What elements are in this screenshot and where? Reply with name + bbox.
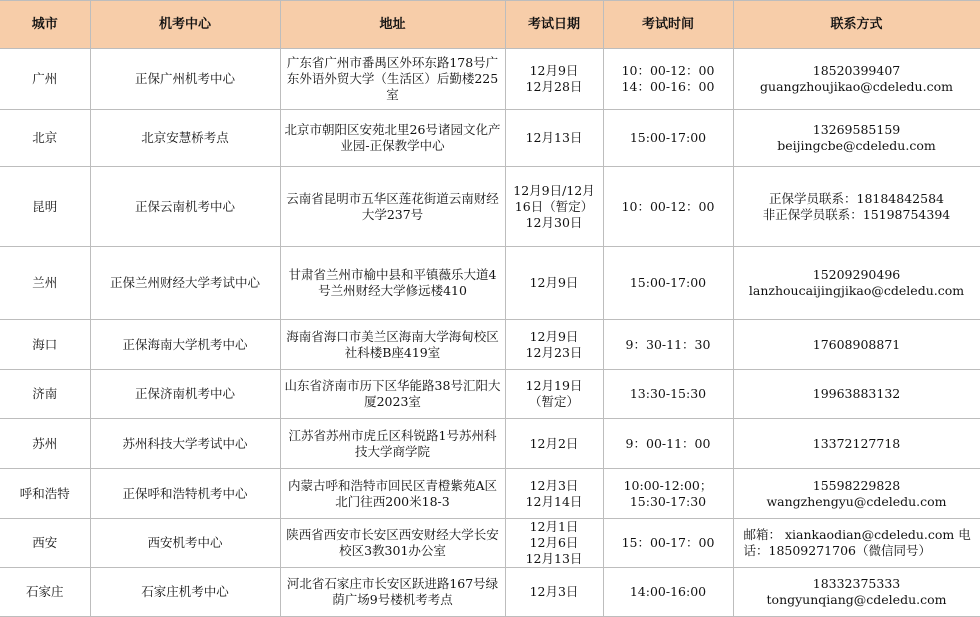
table-row (0, 568, 980, 617)
cell-city: 昆明 (0, 167, 90, 247)
cell-contact: 18520399407 guangzhoujikao@cdeledu.com (733, 49, 980, 110)
cell-contact: 13372127718 (733, 419, 980, 469)
table-row (0, 320, 980, 370)
header-contact: 联系方式 (733, 1, 980, 49)
cell-city: 西安 (0, 519, 90, 568)
cell-city: 苏州 (0, 419, 90, 469)
cell-time: 14:00-16:00 (603, 568, 733, 617)
cell-address: 云南省昆明市五华区莲花街道云南财经大学237号 (280, 167, 505, 247)
cell-time: 9：30-11：30 (603, 320, 733, 370)
cell-contact: 正保学员联系：18184842584 非正保学员联系：15198754394 (733, 167, 980, 247)
cell-date: 12月9日/12月16日（暂定） 12月30日 (505, 167, 603, 247)
cell-address: 甘肃省兰州市榆中县和平镇薇乐大道4号兰州财经大学修远楼410 (280, 247, 505, 320)
table-row (0, 167, 980, 247)
cell-contact: 15598229828 wangzhengyu@cdeledu.com (733, 469, 980, 519)
cell-address: 江苏省苏州市虎丘区科锐路1号苏州科技大学商学院 (280, 419, 505, 469)
cell-city: 石家庄 (0, 568, 90, 617)
cell-date: 12月19日 （暂定） (505, 370, 603, 419)
cell-center: 正保济南机考中心 (90, 370, 280, 419)
table-row (0, 247, 980, 320)
cell-date: 12月3日 (505, 568, 603, 617)
cell-city: 呼和浩特 (0, 469, 90, 519)
table-row (0, 469, 980, 519)
table-row (0, 110, 980, 167)
cell-time: 10：00-12：00 (603, 167, 733, 247)
cell-address: 内蒙古呼和浩特市回民区青橙紫苑A区北门往西200米18-3 (280, 469, 505, 519)
cell-city: 北京 (0, 110, 90, 167)
header-address: 地址 (280, 1, 505, 49)
cell-center: 石家庄机考中心 (90, 568, 280, 617)
cell-contact: 邮箱： xiankaodian@cdeledu.com 电话：18509271706（微信同号） (733, 519, 980, 568)
cell-time: 15:00-17:00 (603, 110, 733, 167)
cell-contact: 13269585159 beijingcbe@cdeledu.com (733, 110, 980, 167)
header-city: 城市 (0, 1, 90, 49)
cell-center: 正保广州机考中心 (90, 49, 280, 110)
cell-center: 北京安慧桥考点 (90, 110, 280, 167)
cell-center: 苏州科技大学考试中心 (90, 419, 280, 469)
table-row (0, 370, 980, 419)
cell-date: 12月13日 (505, 110, 603, 167)
cell-city: 兰州 (0, 247, 90, 320)
cell-time: 9：00-11：00 (603, 419, 733, 469)
cell-address: 北京市朝阳区安苑北里26号诸园文化产业园-正保教学中心 (280, 110, 505, 167)
table-row (0, 519, 980, 568)
header-time: 考试时间 (603, 1, 733, 49)
cell-contact: 18332375333 tongyunqiang@cdeledu.com (733, 568, 980, 617)
cell-center: 正保兰州财经大学考试中心 (90, 247, 280, 320)
header-center: 机考中心 (90, 1, 280, 49)
cell-address: 山东省济南市历下区华能路38号汇阳大厦2023室 (280, 370, 505, 419)
cell-address: 海南省海口市美兰区海南大学海甸校区社科楼B座419室 (280, 320, 505, 370)
table-row (0, 49, 980, 110)
cell-date: 12月1日 12月6日 12月13日 (505, 519, 603, 568)
table-row (0, 419, 980, 469)
cell-date: 12月2日 (505, 419, 603, 469)
cell-date: 12月9日 12月23日 (505, 320, 603, 370)
cell-contact: 19963883132 (733, 370, 980, 419)
cell-center: 正保呼和浩特机考中心 (90, 469, 280, 519)
cell-address: 河北省石家庄市长安区跃进路167号绿荫广场9号楼机考考点 (280, 568, 505, 617)
cell-date: 12月3日 12月14日 (505, 469, 603, 519)
header-date: 考试日期 (505, 1, 603, 49)
cell-city: 济南 (0, 370, 90, 419)
cell-center: 正保海南大学机考中心 (90, 320, 280, 370)
table-header-row (0, 1, 980, 49)
cell-city: 海口 (0, 320, 90, 370)
cell-time: 10：00-12：00 14：00-16：00 (603, 49, 733, 110)
cell-contact: 15209290496 lanzhoucaijingjikao@cdeledu.com (733, 247, 980, 320)
cell-time: 10:00-12:00； 15:30-17:30 (603, 469, 733, 519)
cell-time: 15:00-17:00 (603, 247, 733, 320)
cell-center: 正保云南机考中心 (90, 167, 280, 247)
cell-date: 12月9日 (505, 247, 603, 320)
cell-address: 陕西省西安市长安区西安财经大学长安校区3教301办公室 (280, 519, 505, 568)
cell-city: 广州 (0, 49, 90, 110)
cell-date: 12月9日 12月28日 (505, 49, 603, 110)
cell-time: 15：00-17：00 (603, 519, 733, 568)
cell-contact: 17608908871 (733, 320, 980, 370)
cell-address: 广东省广州市番禺区外环东路178号广东外语外贸大学（生活区）后勤楼225室 (280, 49, 505, 110)
cell-time: 13:30-15:30 (603, 370, 733, 419)
cell-center: 西安机考中心 (90, 519, 280, 568)
